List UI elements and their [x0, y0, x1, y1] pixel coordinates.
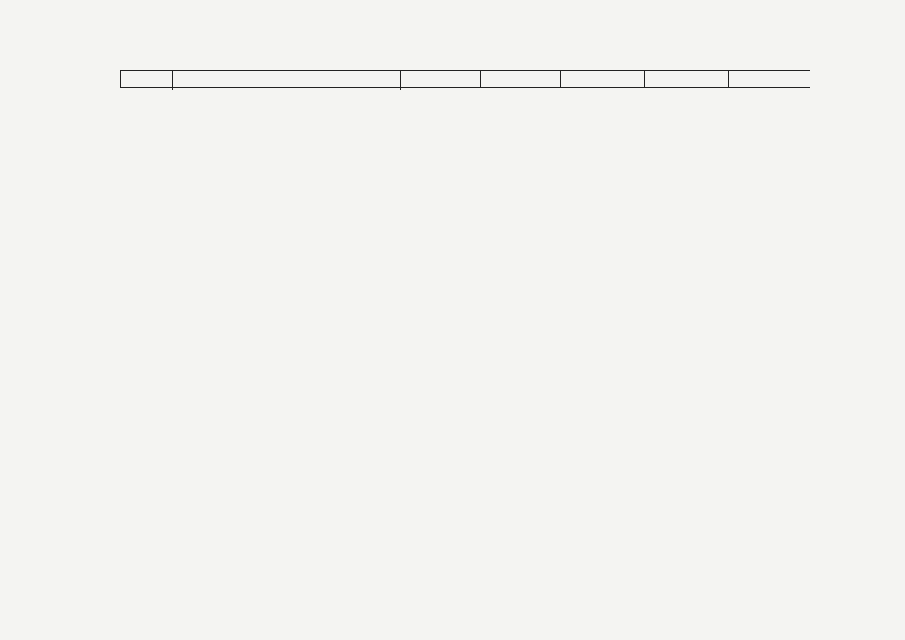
header-col-2: [172, 71, 400, 87]
header-col-3: [400, 71, 480, 87]
data-table: [120, 70, 810, 88]
table-header: [120, 70, 810, 88]
header-col-5: [560, 71, 644, 87]
header-col-7: [728, 71, 810, 87]
header-col-1: [120, 71, 172, 87]
header-col-4: [480, 71, 560, 87]
header-col-6: [644, 71, 728, 87]
